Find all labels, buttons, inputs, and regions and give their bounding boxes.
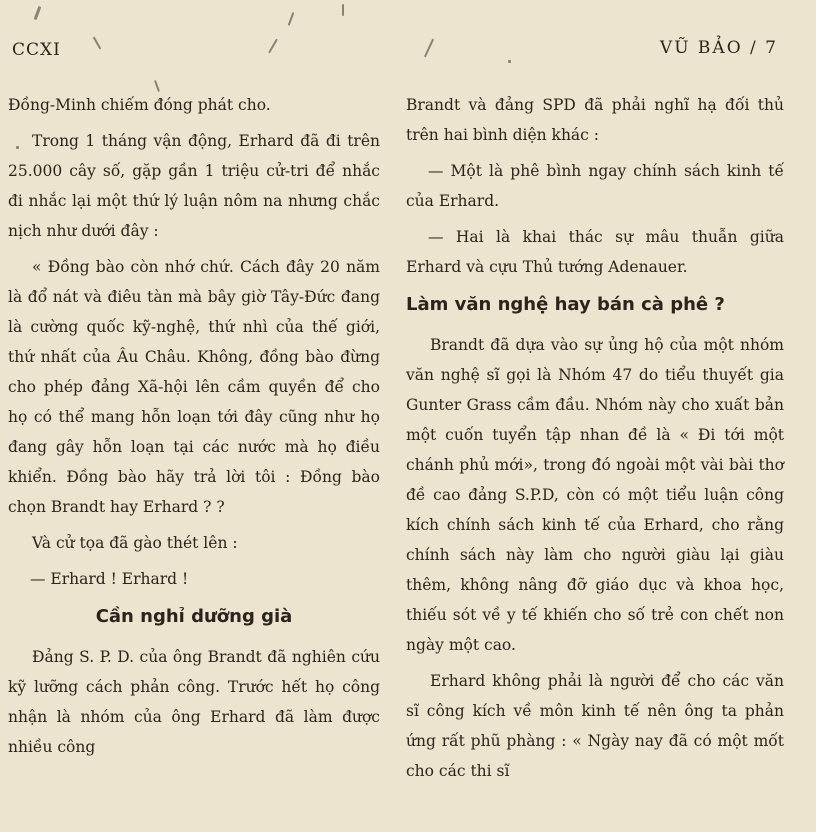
scratch-mark	[342, 4, 344, 16]
paragraph: — Hai là khai thác sự mâu thuẫn giữa Erhard và cựu Thủ tướng Adenauer.	[406, 228, 784, 276]
page-header-right: VŨ BẢO / 7	[659, 38, 778, 58]
speck-mark	[508, 60, 511, 63]
paragraph: Erhard không phải là người để cho các văn sĩ công kích về môn kinh tế nên ông ta phản ứng rất phũ phàng : « Ngày nay đã có một mốt cho các thi sĩ	[406, 672, 784, 780]
paragraph: — Một là phê bình ngay chính sách kinh tế của Erhard.	[406, 162, 784, 210]
scratch-mark	[34, 6, 42, 20]
scratch-mark	[288, 12, 295, 26]
paragraph: Brandt đã dựa vào sự ủng hộ của một nhóm văn nghệ sĩ gọi là Nhóm 47 do tiểu thuyết gia Gunter Grass cầm đầu. Nhóm này cho xuất bản một cuốn tuyển tập nhan đề là « Đi tới một chánh phủ mới», trong đó ngoài một vài bài thơ đề cao đảng S.P.D, còn có một tiểu luận công kích chính sách kinh tế của Erhard, cho rằng chính sách này làm cho người giàu lại giàu thêm, không nâng đỡ giáo dục và khoa học, thiếu sót về y tế khiến cho số trẻ con chết non ngày một cao.	[406, 336, 784, 654]
scratch-mark	[268, 39, 278, 54]
section-heading: Làm văn nghệ hay bán cà phê ?	[406, 294, 725, 315]
page-header-left: CCXI	[12, 40, 61, 60]
paragraph: « Đồng bào còn nhớ chứ. Cách đây 20 năm là đổ nát và điêu tàn mà bây giờ Tây-Đức đang là cường quốc kỹ-nghệ, thứ nhì của thế giới, thứ nhất của Âu Châu. Không, đồng bào đừng cho phép đảng Xã-hội lên cầm quyền để cho họ có thể mang hỗn loạn tới đây cũng như họ đang gây hỗn loạn tại các nước mà họ điều khiển. Đồng bào hãy trả lời tôi : Đồng bào chọn Brandt hay Erhard ? ?	[8, 258, 380, 516]
section-heading: Cần nghỉ dưỡng già	[95, 606, 293, 627]
paragraph: Brandt và đảng SPD đã phải nghĩ hạ đối thủ trên hai bình diện khác :	[406, 96, 784, 144]
paragraph: Và cử tọa đã gào thét lên :	[32, 534, 238, 552]
paragraph: Đảng S. P. D. của ông Brandt đã nghiên cứu kỹ lưỡng cách phản công. Trước hết họ công nhận là nhóm của ông Erhard đã làm được nhiều công	[8, 648, 380, 756]
left-column	[8, 90, 380, 768]
paragraph: Đồng-Minh chiếm đóng phát cho.	[8, 96, 271, 114]
scratch-mark	[424, 39, 434, 58]
paragraph: Trong 1 tháng vận động, Erhard đã đi trên 25.000 cây số, gặp gần 1 triệu cử-tri để nhắc đi nhắc lại một thứ lý luận nôm na nhưng chắc nịch như dưới đây :	[8, 132, 380, 240]
right-column	[406, 90, 784, 792]
paragraph: — Erhard ! Erhard !	[30, 570, 189, 588]
scratch-mark	[93, 36, 102, 49]
